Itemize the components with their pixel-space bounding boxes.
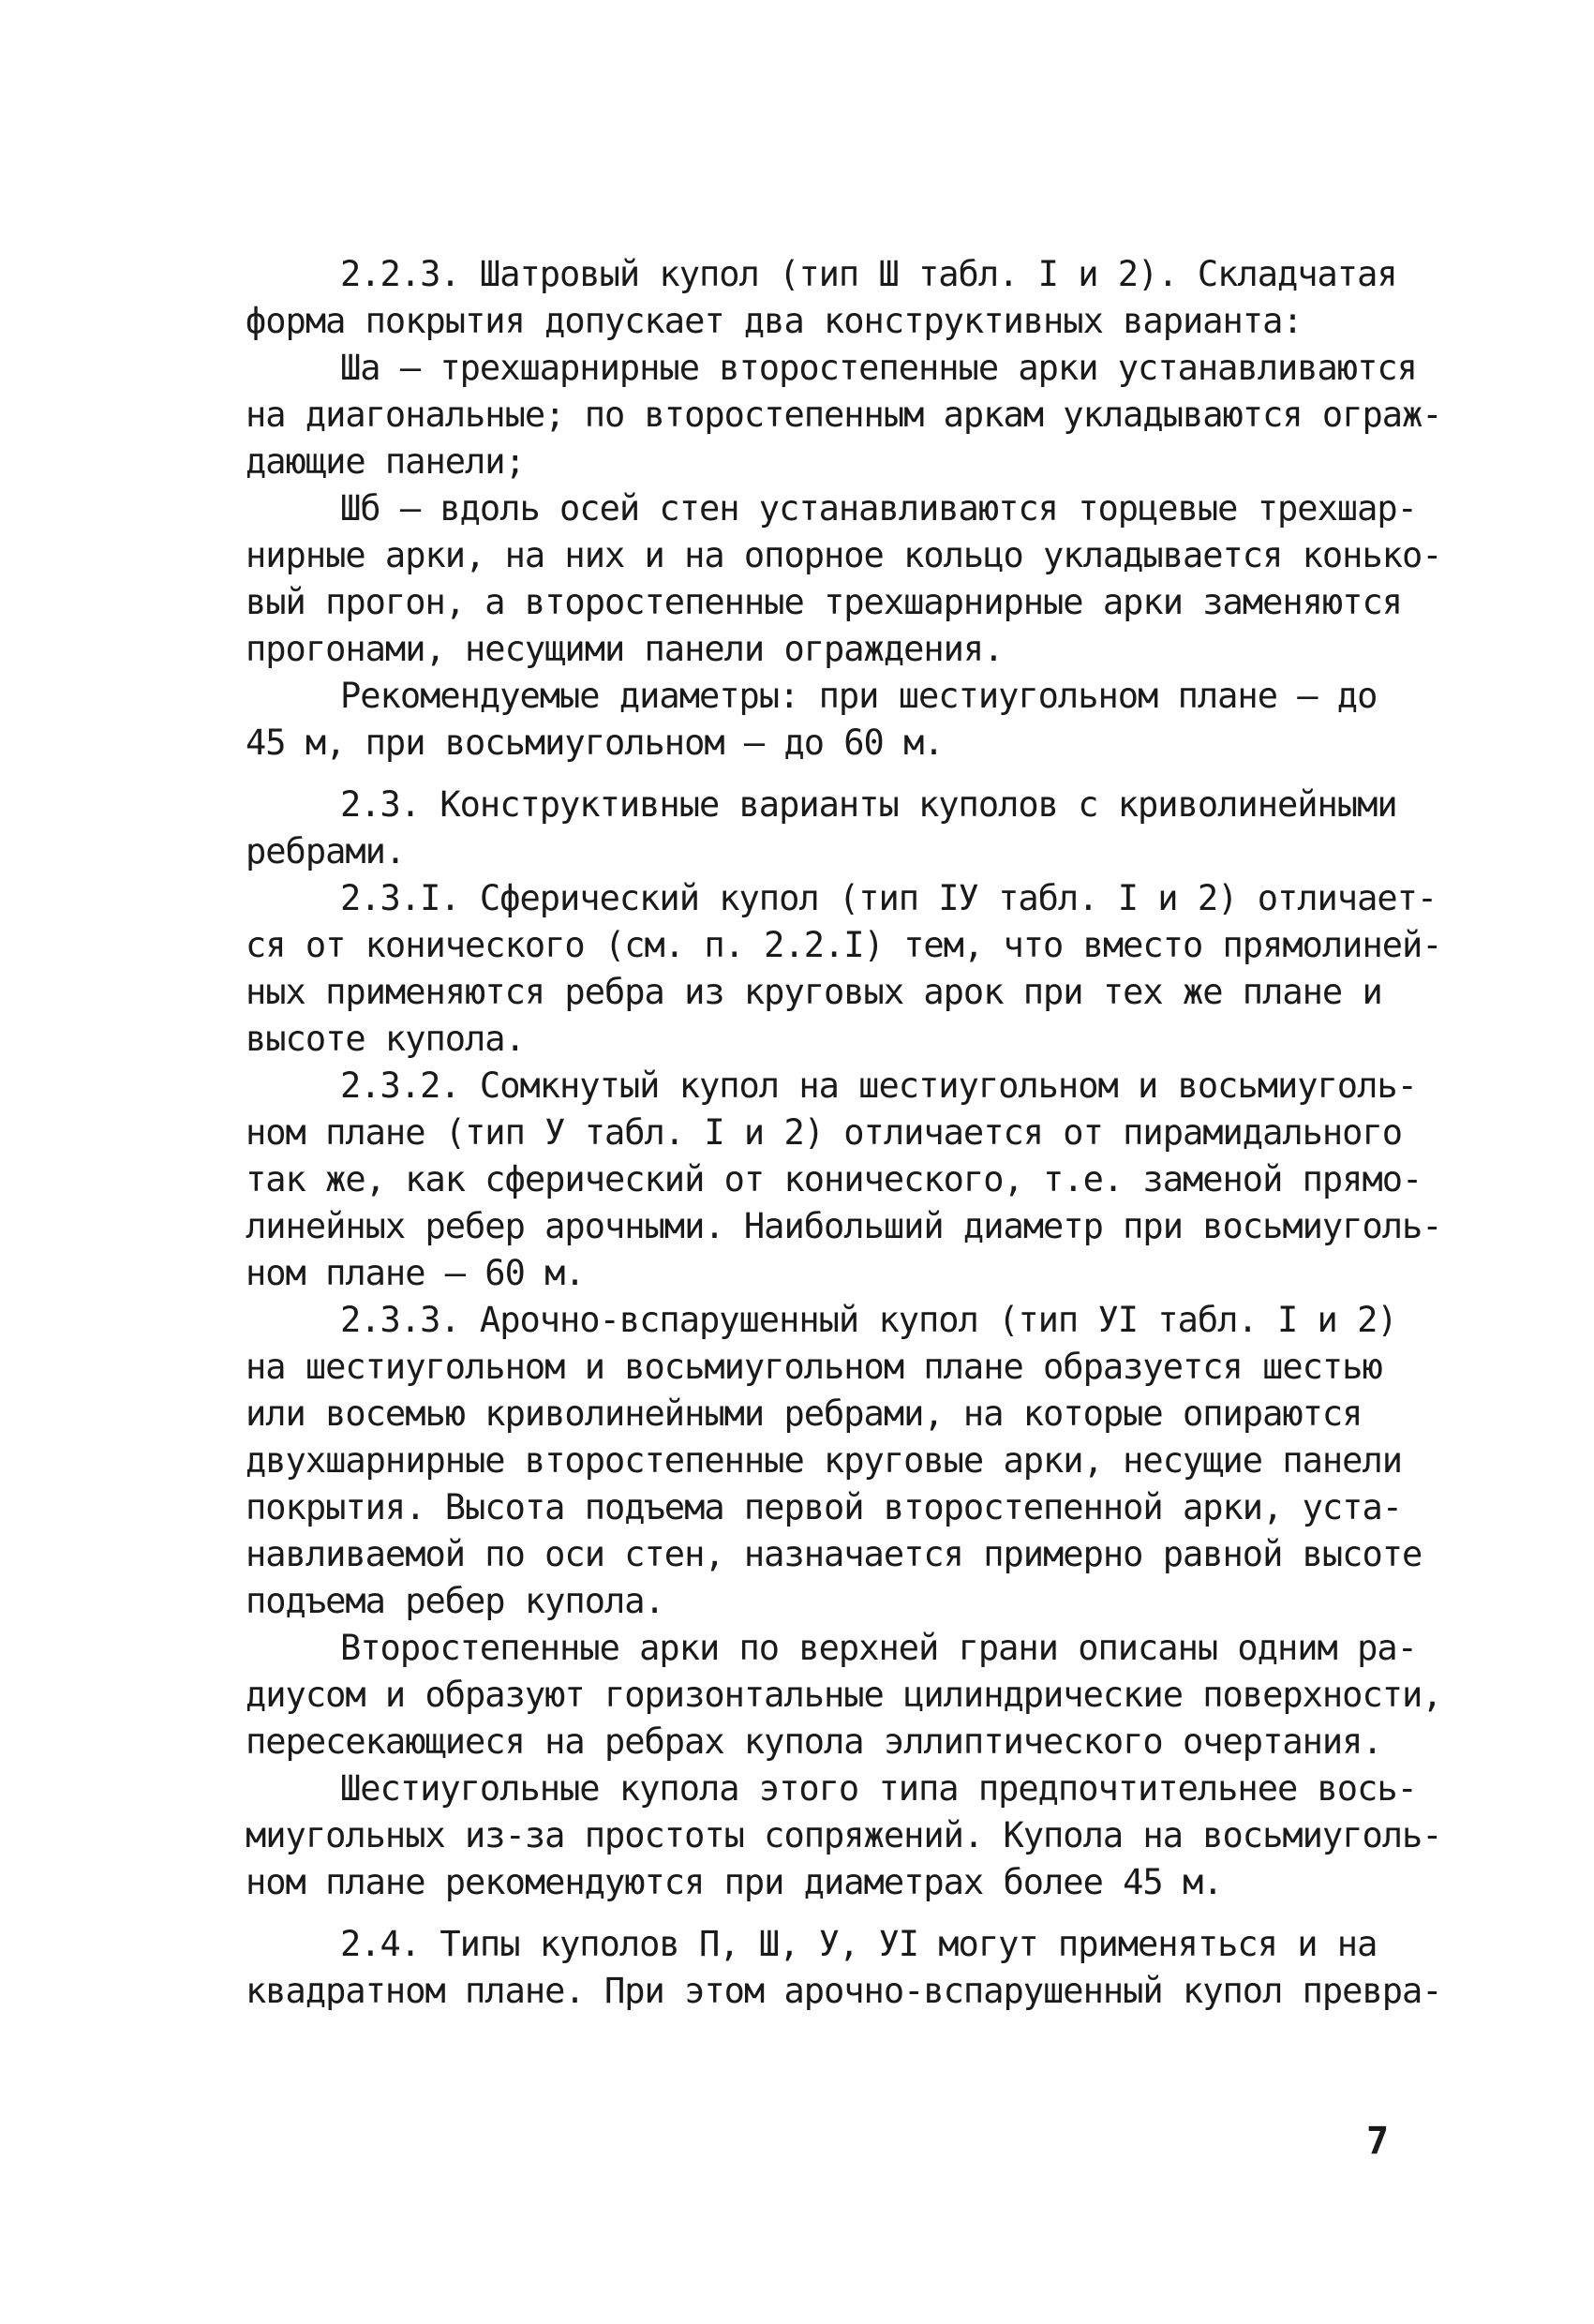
text-line: Второстепенные арки по верхней грани описаны одним ра- <box>340 1628 1417 1668</box>
text-line: ребрами. <box>246 831 406 872</box>
text-line: квадратном плане. При этом арочно-вспарушенный купол превра- <box>246 1971 1442 2011</box>
text-line: ном плане (тип У табл. I и 2) отличается от пирамидального <box>246 1112 1403 1153</box>
text-line: ся от конического (см. п. 2.2.I) тем, что вместо прямолиней- <box>246 925 1442 965</box>
text-line: 2.4. Типы куполов П, Ш, У, УI могут применяться и на <box>340 1924 1378 1964</box>
text-line: Рекомендуемые диаметры: при шестиугольном плане – до <box>340 676 1378 716</box>
text-line: прогонами, несущими панели ограждения. <box>246 629 1004 669</box>
text-line: 2.3.2. Сомкнутый купол на шестиугольном и восьмиуголь- <box>340 1065 1417 1106</box>
text-line: 45 м, при восьмиугольном – до 60 м. <box>246 723 944 763</box>
text-line: или восемью криволинейными ребрами, на которые опираются <box>246 1393 1363 1434</box>
page-number: 7 <box>1366 2120 1390 2163</box>
text-line: ных применяются ребра из круговых арок при тех же плане и <box>246 972 1382 1012</box>
text-line: 2.2.3. Шатровый купол (тип Ш табл. I и 2). Складчатая <box>340 254 1397 294</box>
text-line: вый прогон, а второстепенные трехшарнирные арки заменяются <box>246 582 1403 622</box>
text-line: 2.3. Конструктивные варианты куполов с криволинейными <box>340 784 1397 825</box>
text-line: дающие панели; <box>246 441 525 482</box>
text-line: Ша – трехшарнирные второстепенные арки устанавливаются <box>340 348 1417 388</box>
text-line: 2.3.I. Сферический купол (тип IУ табл. I и 2) отличает- <box>340 878 1438 918</box>
text-line: на диагональные; по второстепенным аркам укладываются ограж- <box>246 395 1442 435</box>
text-line: 2.3.3. Арочно-вспарушенный купол (тип УI табл. I и 2) <box>340 1300 1397 1340</box>
text-line: ном плане – 60 м. <box>246 1253 585 1293</box>
text-line: покрытия. Высота подъема первой второстепенной арки, уста- <box>246 1487 1403 1527</box>
text-line: навливаемой по оси стен, назначается примерно равной высоте <box>246 1534 1423 1574</box>
text-line: ном плане рекомендуются при диаметрах более 45 м. <box>246 1862 1223 1902</box>
text-line: так же, как сферический от конического, т.е. заменой прямо- <box>246 1159 1423 1199</box>
text-line: форма покрытия допускает два конструктивных варианта: <box>246 301 1303 341</box>
text-line: пересекающиеся на ребрах купола эллиптического очертания. <box>246 1721 1382 1762</box>
text-line: линейных ребер арочными. Наибольший диаметр при восьмиуголь- <box>246 1206 1442 1246</box>
text-line: диусом и образуют горизонтальные цилиндрические поверхности, <box>246 1675 1442 1715</box>
text-line: двухшарнирные второстепенные круговые арки, несущие панели <box>246 1440 1403 1481</box>
text-line: нирные арки, на них и на опорное кольцо укладывается конько- <box>246 535 1442 575</box>
text-line: Шестиугольные купола этого типа предпочтительнее вось- <box>340 1768 1417 1809</box>
text-line: подъема ребер купола. <box>246 1581 664 1621</box>
text-line: на шестиугольном и восьмиугольном плане образуется шестью <box>246 1347 1382 1387</box>
text-line: миугольных из-за простоты сопряжений. Купола на восьмиуголь- <box>246 1815 1442 1855</box>
text-line: Шб – вдоль осей стен устанавливаются торцевые трехшар- <box>340 488 1417 529</box>
text-line: высоте купола. <box>246 1019 525 1059</box>
